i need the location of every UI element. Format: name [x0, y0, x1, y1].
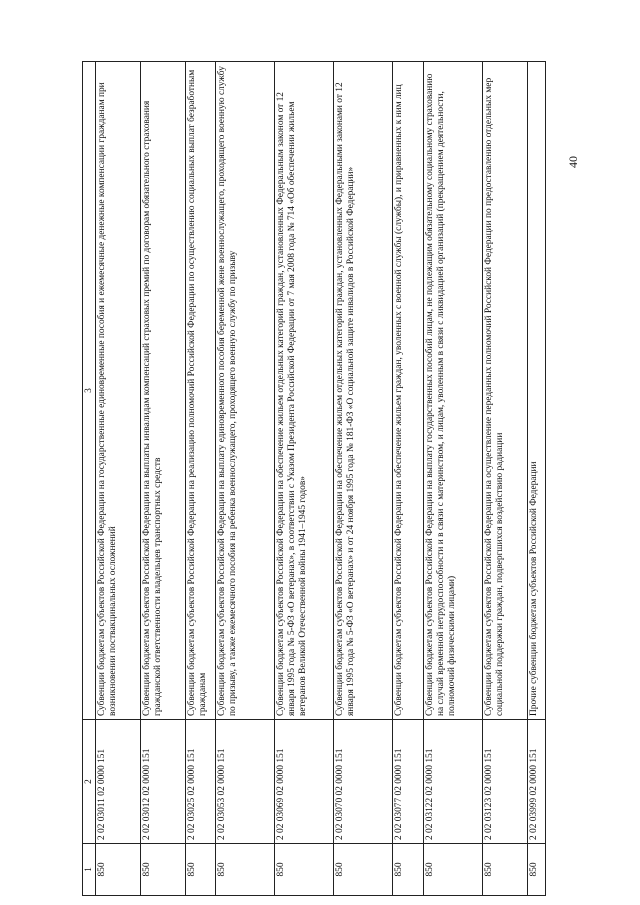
budget-code-cell: 2 02 03999 02 0000 151 [527, 720, 545, 844]
description-cell: Субвенции бюджетам субъектов Российской Федерации на обеспечение жильем граждан, уволенных с военной службы (службы), и приравненных к ним лиц [393, 62, 424, 720]
table-row [423, 62, 482, 896]
table-row [275, 62, 334, 896]
table-row [334, 62, 393, 896]
admin-code-cell: 850 [334, 844, 393, 896]
description-cell: Субвенции бюджетам субъектов Российской Федерации на осуществление переданных полномочий Российской Федерации по предоставлению отдельных мер социальной поддержки граждан, подвергшихся воздействию радиации [482, 62, 527, 720]
description-cell: Субвенции бюджетам субъектов Российской Федерации на выплату государственных пособий лицам, не подлежащим обязательному социальному страхованию на случай временной нетрудоспособности и в связи с материнством, и лицам, уволенным в связи с ликвидацией организаций (прекращением деятельности, полномочий физическими лицами) [423, 62, 482, 720]
description-cell: Субвенции бюджетам субъектов Российской Федерации на реализацию полномочий Российской Федерации по осуществлению социальных выплат безработным гражданам [185, 62, 216, 720]
description-cell: Субвенции бюджетам субъектов Российской Федерации на государственные единовременные пособия и ежемесячные денежные компенсации гражданам при возникновении поствакцинальных осложнений [96, 62, 141, 720]
budget-code-cell: 2 02 03025 02 0000 151 [185, 720, 216, 844]
admin-code-cell: 850 [393, 844, 424, 896]
description-cell: Субвенции бюджетам субъектов Российской Федерации на обеспечение жильем отдельных категорий граждан, установленных Федеральным законом от 12 января 1995 года № 5-ФЗ «О ветеранах», в соответствии с Указом Президента Российской Федерации от 7 мая 2008 года № 714 «Об обеспечении жильем ветеранов Великой Отечественной войны 1941–1945 годов» [275, 62, 334, 720]
description-cell: Субвенции бюджетам субъектов Российской Федерации на выплату единовременного пособия беременной жене военнослужащего, проходящего военную службу по призыву, а также ежемесячного пособия на ребенка военнослужащего, проходящего военную службу по призыву [216, 62, 275, 720]
budget-code-cell: 2 02 03123 02 0000 151 [482, 720, 527, 844]
admin-code-cell: 850 [216, 844, 275, 896]
admin-code-cell: 850 [275, 844, 334, 896]
admin-code-cell: 850 [96, 844, 141, 896]
description-cell: Субвенции бюджетам субъектов Российской Федерации на обеспечение жильем отдельных категорий граждан, установленных Федеральными законами от 12 января 1995 года № 5-ФЗ «О ветеранах» и от 24 ноября 1995 года № 181-ФЗ «О социальной защите инвалидов в Российской Федерации» [334, 62, 393, 720]
subventions-table [82, 61, 546, 896]
column-header-2: 2 [83, 720, 96, 844]
admin-code-cell: 850 [482, 844, 527, 896]
table-row [527, 62, 545, 896]
admin-code-cell: 850 [140, 844, 185, 896]
budget-code-cell: 2 02 03077 02 0000 151 [393, 720, 424, 844]
header-row [83, 62, 96, 896]
table-row [216, 62, 275, 896]
admin-code-cell: 850 [527, 844, 545, 896]
budget-code-cell: 2 02 03070 02 0000 151 [334, 720, 393, 844]
admin-code-cell: 850 [185, 844, 216, 896]
description-cell: Субвенции бюджетам субъектов Российской Федерации на выплаты инвалидам компенсаций страховых премий по договорам обязательного страхования гражданской ответственности владельцев транспортных средств [140, 62, 185, 720]
table-row [482, 62, 527, 896]
table-row [185, 62, 216, 896]
column-header-3: 3 [83, 62, 96, 720]
budget-code-cell: 2 02 03012 02 0000 151 [140, 720, 185, 844]
page-number: 40 [566, 156, 580, 168]
budget-code-cell: 2 02 03053 02 0000 151 [216, 720, 275, 844]
budget-code-cell: 2 02 03011 02 0000 151 [96, 720, 141, 844]
budget-code-cell: 2 02 03122 02 0000 151 [423, 720, 482, 844]
column-header-1: 1 [83, 844, 96, 896]
table-row [140, 62, 185, 896]
budget-code-cell: 2 02 03069 02 0000 151 [275, 720, 334, 844]
table-row [393, 62, 424, 896]
table-row [96, 62, 141, 896]
rotated-table-wrapper [82, 61, 546, 896]
description-cell: Прочие субвенции бюджетам субъектов Российской Федерации [527, 62, 545, 720]
admin-code-cell: 850 [423, 844, 482, 896]
